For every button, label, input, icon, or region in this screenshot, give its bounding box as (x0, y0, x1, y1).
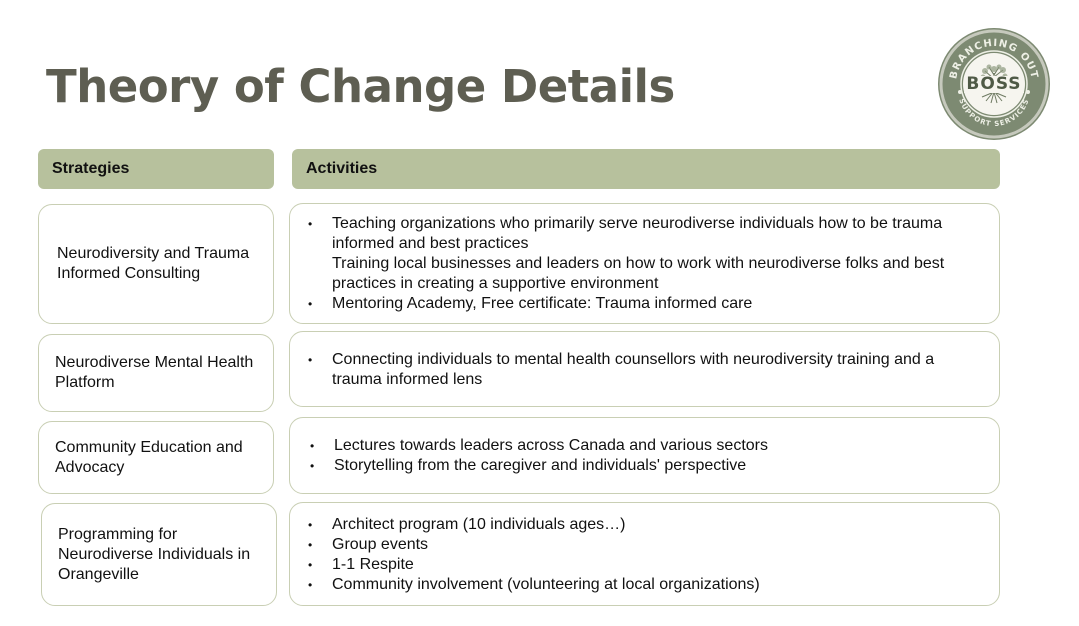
activity-item: • Architect program (10 individuals ages…) (308, 515, 979, 535)
strategy-box-consulting (38, 204, 274, 324)
strategy-box-education (38, 421, 274, 494)
activity-list (308, 350, 979, 390)
strategy-label: Programming for Neurodiverse Individuals in Orangeville (58, 525, 251, 583)
activity-item: • Lectures towards leaders across Canada and various sectors (310, 436, 979, 456)
strategy-label: Neurodiversity and Trauma Informed Consulting (57, 245, 250, 282)
activity-list (308, 515, 979, 595)
activity-list (308, 214, 979, 314)
activity-list (310, 436, 979, 476)
strategies-header: Strategies (38, 149, 274, 189)
logo-wordmark: BOSS (966, 73, 1022, 94)
activities-header: Activities (292, 149, 1000, 189)
activity-box-mental-health (289, 331, 1000, 407)
strategy-label: Neurodiverse Mental Health Platform (55, 354, 254, 391)
logo-badge (963, 53, 1025, 115)
page-title: Theory of Change Details (46, 60, 675, 113)
activity-box-consulting (289, 203, 1000, 324)
activity-box-programming (289, 502, 1000, 606)
logo-arc-top: BRANCHING OUT (948, 37, 1040, 81)
activity-item: • 1-1 Respite (308, 555, 979, 575)
activity-item: • Group events (308, 535, 979, 555)
activity-item: • Teaching organizations who primarily serve neurodiverse individuals how to be trauma informed and best practices (308, 214, 979, 254)
strategy-label: Community Education and Advocacy (55, 438, 243, 476)
activity-item: • Mentoring Academy, Free certificate: Trauma informed care (308, 294, 979, 314)
activity-item: • Community involvement (volunteering at local organizations) (308, 575, 979, 595)
activity-item: • Connecting individuals to mental health counsellors with neurodiversity training and a trauma informed lens (308, 350, 979, 390)
activity-item: • Storytelling from the caregiver and individuals' perspective (310, 456, 979, 476)
logo-arc-bottom: SUPPORT SERVICES (957, 97, 1031, 129)
activity-box-education (289, 417, 1000, 494)
strategy-box-programming (41, 503, 277, 606)
activity-item: Training local businesses and leaders on how to work with neurodiverse folks and best practices in creating a supportive environment (332, 255, 945, 292)
boss-logo (938, 28, 1050, 140)
strategy-box-mental-health (38, 334, 274, 412)
